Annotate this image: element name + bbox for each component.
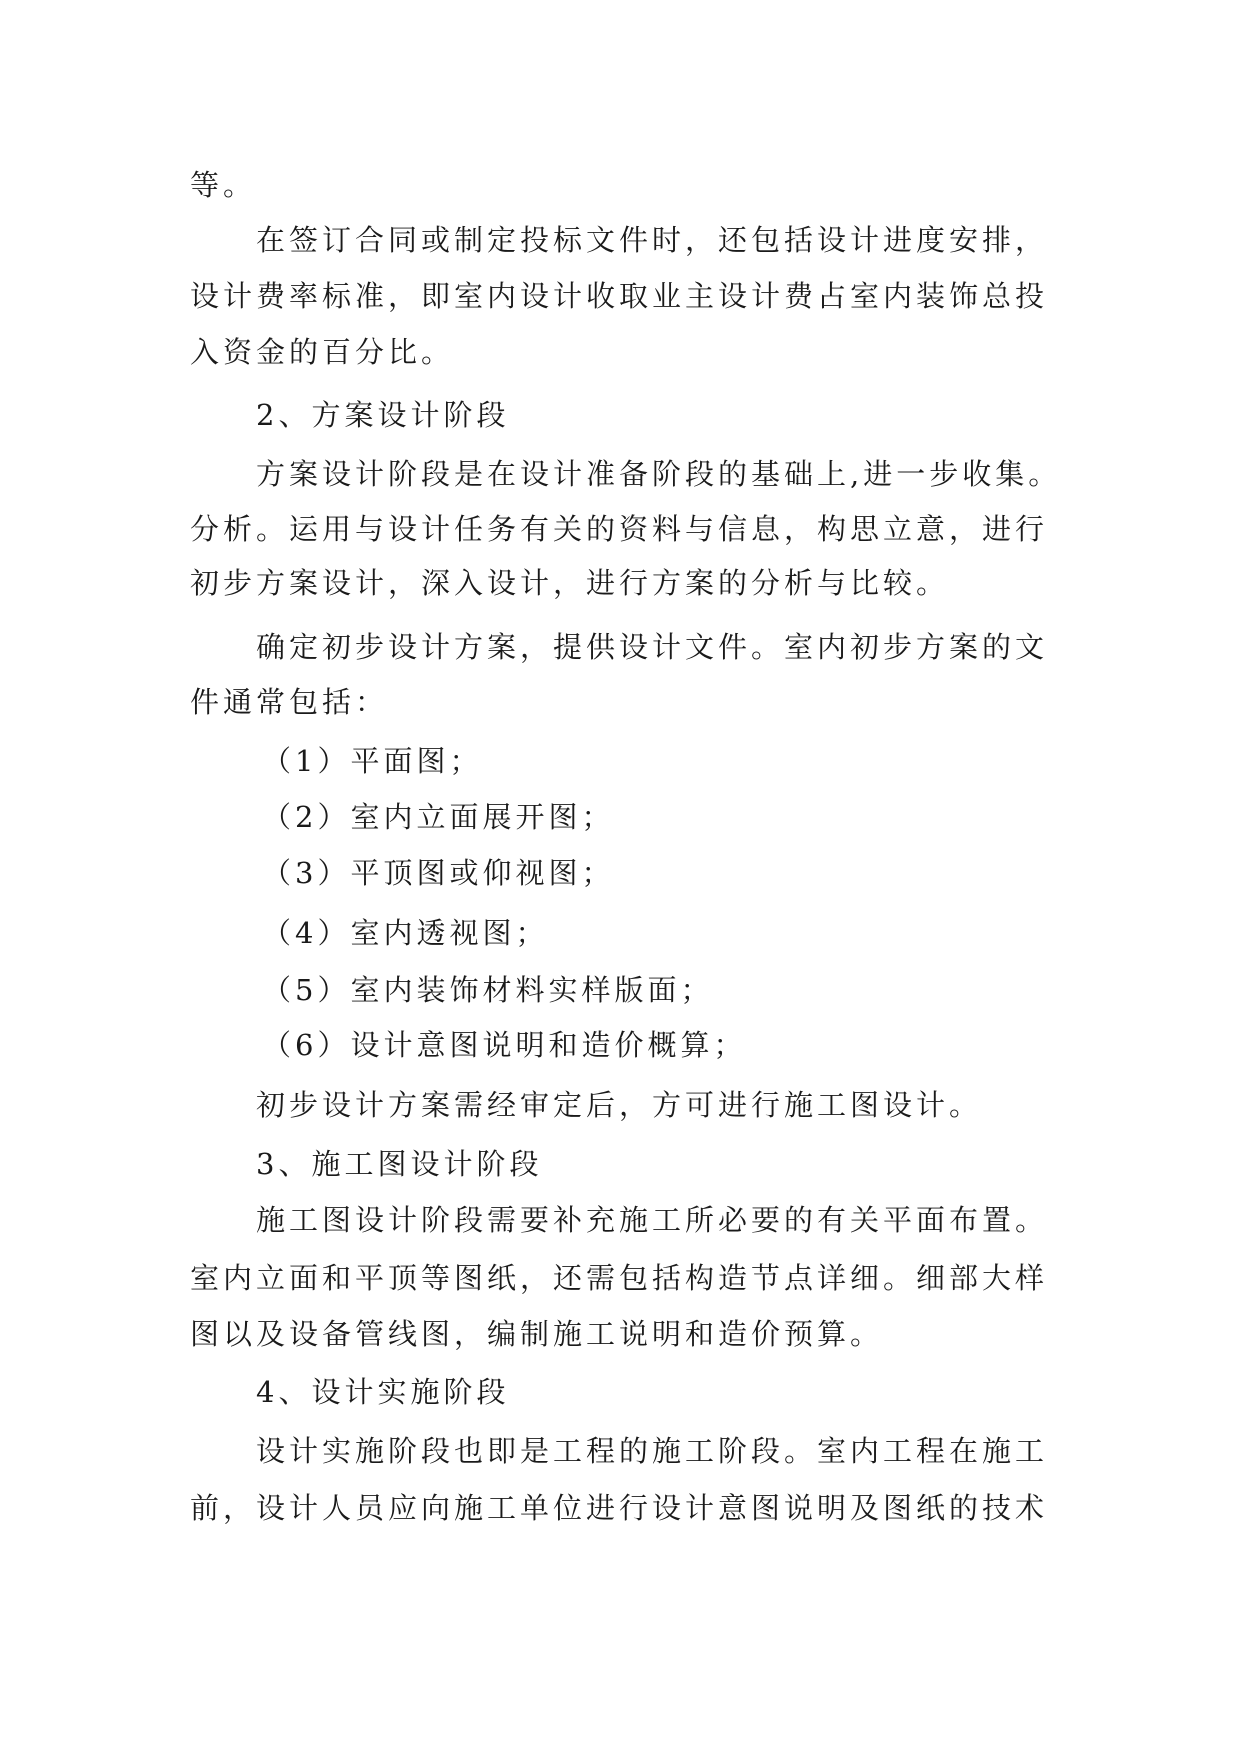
section-heading: 4、设计实施阶段 xyxy=(256,1375,510,1409)
paragraph-line: 设计实施阶段也即是工程的施工阶段。室内工程在施工 xyxy=(256,1434,1049,1468)
paragraph-line: 初步方案设计，深入设计，进行方案的分析与比较。 xyxy=(190,566,950,600)
list-item: （3）平顶图或仰视图； xyxy=(262,856,615,890)
list-item: （6）设计意图说明和造价概算； xyxy=(262,1028,747,1062)
paragraph-line: 施工图设计阶段需要补充施工所必要的有关平面布置。 xyxy=(256,1203,1049,1237)
paragraph-line: 初步设计方案需经审定后，方可进行施工图设计。 xyxy=(256,1088,983,1122)
paragraph-line: 室内立面和平顶等图纸，还需包括构造节点详细。细部大样 xyxy=(190,1261,1049,1295)
paragraph-line: 入资金的百分比。 xyxy=(190,335,455,369)
list-item: （5）室内装饰材料实样版面； xyxy=(262,973,714,1007)
paragraph-line: 分析。运用与设计任务有关的资料与信息，构思立意，进行 xyxy=(190,512,1049,546)
list-item: （4）室内透视图； xyxy=(262,916,549,950)
list-item: （2）室内立面展开图； xyxy=(262,800,615,834)
section-heading: 2、方案设计阶段 xyxy=(256,398,510,432)
paragraph-line: 确定初步设计方案，提供设计文件。室内初步方案的文 xyxy=(256,630,1049,664)
section-heading: 3、施工图设计阶段 xyxy=(256,1147,543,1181)
list-item: （1）平面图； xyxy=(262,744,483,778)
paragraph-line: 前，设计人员应向施工单位进行设计意图说明及图纸的技术 xyxy=(190,1491,1049,1525)
paragraph-line: 方案设计阶段是在设计准备阶段的基础上,进一步收集。 xyxy=(256,457,1062,491)
paragraph-line: 图以及设备管线图，编制施工说明和造价预算。 xyxy=(190,1317,884,1351)
paragraph-line: 等。 xyxy=(190,168,257,202)
paragraph-line: 件通常包括： xyxy=(190,685,389,719)
paragraph-line: 设计费率标准，即室内设计收取业主设计费占室内装饰总投 xyxy=(190,279,1049,313)
paragraph-line: 在签订合同或制定投标文件时，还包括设计进度安排， xyxy=(256,223,1049,257)
